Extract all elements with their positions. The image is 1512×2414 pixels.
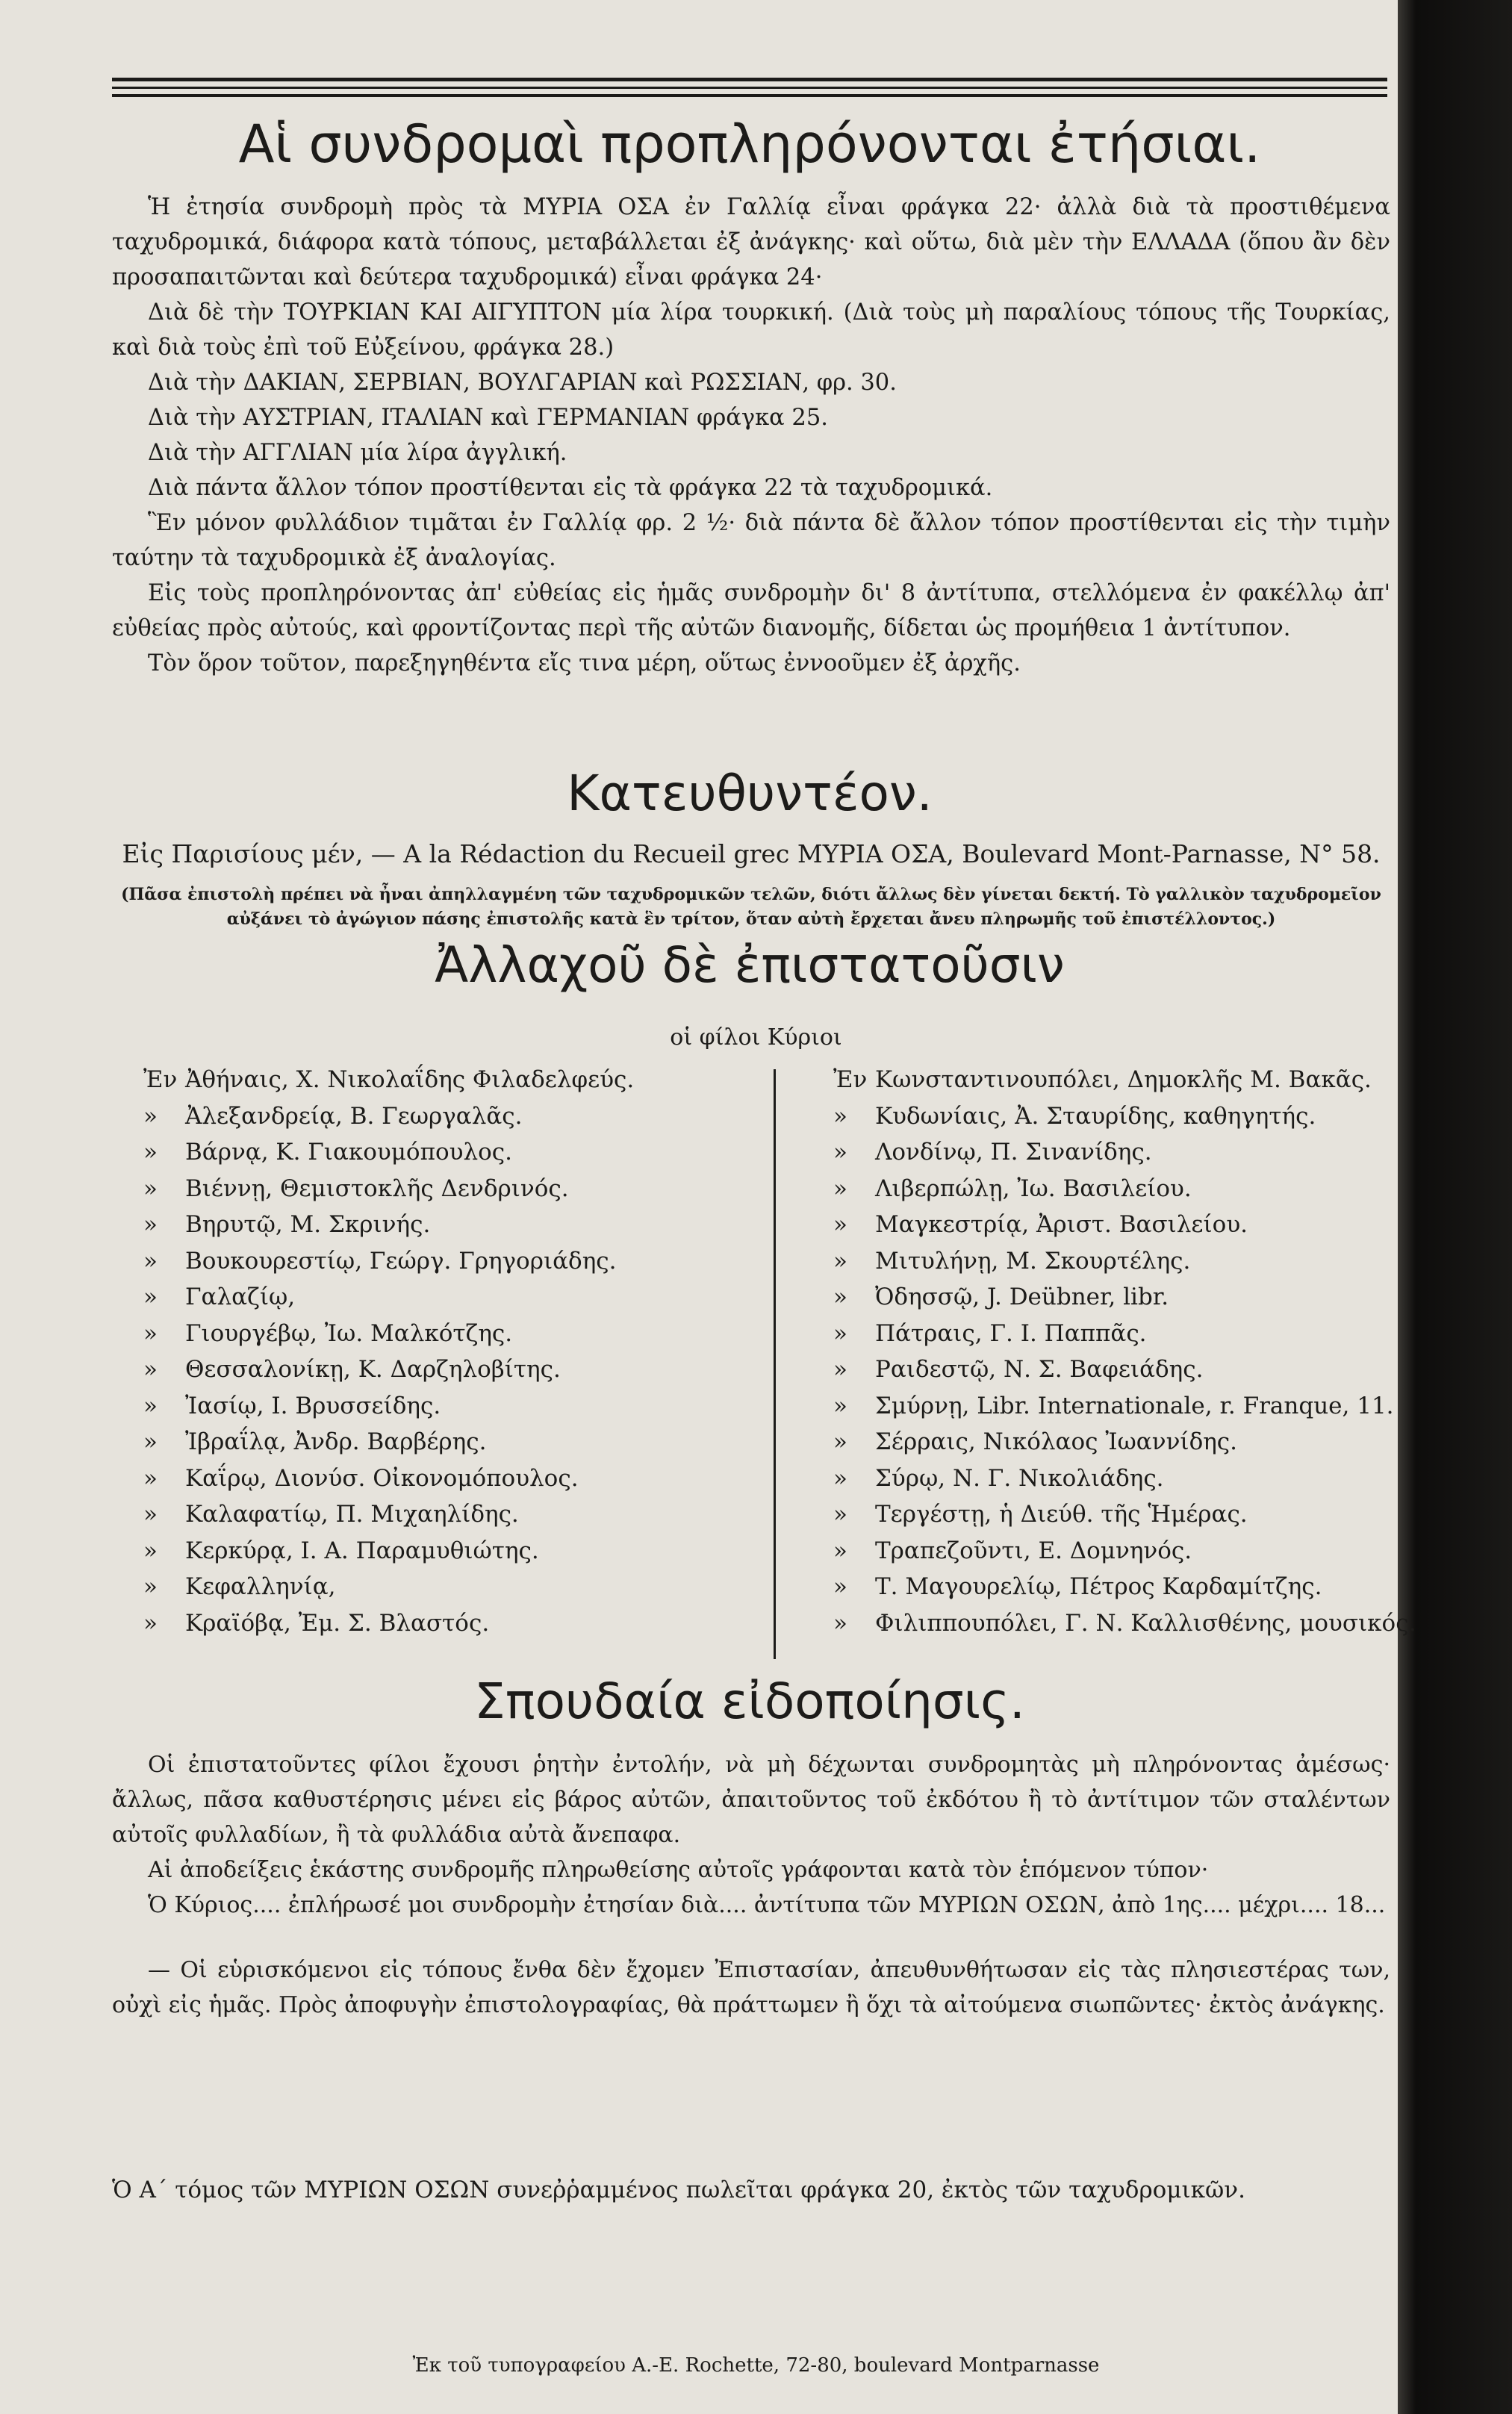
- ditto-mark: Ἐν: [143, 1066, 178, 1093]
- volume-note: Ὁ Α΄ τόμος τῶν ΜΥΡΙΩΝ ΟΣΩΝ συνεῤῥαμμένος πωλεῖται φράγκα 20, ἐκτὸς τῶν ταχυδρομικῶν.: [112, 2177, 1245, 2203]
- agent-name: Βιέννῃ, Θεμιστοκλῆς Δενδρινός.: [185, 1175, 569, 1202]
- ditto-mark: »: [143, 1211, 158, 1238]
- agent-entry: [833, 1171, 1401, 1207]
- ditto-mark: »: [833, 1573, 847, 1600]
- agent-entry: [143, 1243, 756, 1280]
- ditto-mark: »: [833, 1247, 847, 1275]
- agent-entry: [833, 1098, 1401, 1135]
- agent-name: Βάρνᾳ, Κ. Γιακουμόπουλος.: [185, 1139, 512, 1166]
- agent-entry: [143, 1134, 756, 1171]
- subscription-terms: [112, 190, 1390, 681]
- ditto-mark: »: [833, 1428, 847, 1455]
- agent-name: Ἀθήναις, Χ. Νικολαΐδης Φιλαδελφεύς.: [185, 1066, 635, 1093]
- agent-entry: [143, 1207, 756, 1243]
- notice-title: Σπουδαία εἰδοποίησις.: [474, 1673, 1025, 1730]
- agent-entry: [833, 1062, 1401, 1098]
- agent-name: Σμύρνῃ, Libr. Internationale, r. Franque, 11.: [875, 1392, 1394, 1419]
- subscription-paragraph: Διὰ τὴν ΔΑΚΙΑΝ, ΣΕΡΒΙΑΝ, ΒΟΥΛΓΑΡΙΑΝ καὶ ΡΩΣΣΙΑΝ, φρ. 30.: [148, 370, 897, 396]
- ditto-mark: »: [143, 1428, 158, 1455]
- agent-entry: [143, 1424, 756, 1460]
- ditto-mark: »: [833, 1319, 847, 1347]
- agent-entry: [833, 1316, 1401, 1352]
- postage-note: (Πᾶσα ἐπιστολὴ πρέπει νὰ ἦναι ἀπηλλαγμένη τῶν ταχυδρομικῶν τελῶν, διότι ἄλλως δὲν γίνεται δεκτή. Τὸ γαλλικὸν ταχυδρομεῖον αὐξάνει τὸ ἀγώγιον πάσης ἐπιστολῆς κατὰ ἓν τρίτον, ὅταν αὐτὴ ἔρχεται ἄνευ πληρωμῆς τοῦ ἐπιστέλλοντος.): [121, 885, 1381, 929]
- agent-name: Καλαφατίῳ, Π. Μιχαηλίδης.: [185, 1501, 519, 1528]
- ditto-mark: »: [143, 1284, 158, 1310]
- ditto-mark: »: [833, 1175, 847, 1202]
- agent-entry: [833, 1533, 1401, 1570]
- agent-name: Ὀδησσῷ, J. Deübner, libr.: [875, 1284, 1169, 1310]
- agent-name: Κραϊόβᾳ, Ἐμ. Σ. Βλαστός.: [185, 1609, 490, 1637]
- agents-list-left: [143, 1062, 756, 1641]
- agent-entry: [143, 1171, 756, 1207]
- subscription-paragraph: Τὸν ὅρον τοῦτον, παρεξηγηθέντα εἴς τινα μέρη, οὕτως ἐννοοῦμεν ἐξ ἀρχῆς.: [148, 650, 1021, 676]
- agent-entry: [833, 1243, 1401, 1280]
- agent-name: Τραπεζοῦντι, Ε. Δομνηνός.: [875, 1537, 1192, 1564]
- column-divider: [774, 1069, 776, 1659]
- agent-name: Θεσσαλονίκῃ, Κ. Δαρζηλοβίτης.: [185, 1356, 561, 1383]
- agent-name: Πάτραις, Γ. Ι. Παππᾶς.: [875, 1319, 1147, 1347]
- agent-name: Ἀλεξανδρείᾳ, Β. Γεωργαλᾶς.: [185, 1102, 523, 1130]
- agent-entry: [143, 1098, 756, 1135]
- agent-name: Βηρυτῷ, Μ. Σκρινής.: [185, 1211, 431, 1238]
- agent-name: Σύρῳ, Ν. Γ. Νικολιάδης.: [875, 1464, 1164, 1492]
- subscription-paragraph: Εἰς τοὺς προπληρόνοντας ἀπ' εὐθείας εἰς ἡμᾶς συνδρομὴν δι' 8 ἀντίτυπα, στελλόμενα ἐν φακέλλῳ ἀπ' εὐθείας πρὸς αὐτούς, καὶ φροντίζοντας περὶ τῆς αὐτῶν διανομῆς, δίδεται ὡς προμήθεια 1 ἀντίτυπον.: [112, 580, 1390, 641]
- direction-title: Κατευθυντέον.: [567, 765, 933, 822]
- agent-entry: [833, 1134, 1401, 1171]
- agent-name: Καΐρῳ, Διονύσ. Οἰκονομόπουλος.: [185, 1464, 579, 1492]
- subscription-title: Αἱ συνδρομαὶ προπληρόνονται ἐτήσιαι.: [238, 113, 1261, 175]
- notice-paragraph: Αἱ ἀποδείξεις ἑκάστης συνδρομῆς πληρωθείσης αὐτοῖς γράφονται κατὰ τὸν ἑπόμενον τύπον·: [148, 1857, 1209, 1883]
- agent-entry: [833, 1424, 1401, 1460]
- ditto-mark: »: [143, 1464, 158, 1492]
- ditto-mark: »: [833, 1284, 847, 1310]
- agent-name: Λιβερπώλῃ, Ἰω. Βασιλείου.: [875, 1175, 1192, 1202]
- top-rule: [112, 78, 1387, 81]
- ditto-mark: »: [833, 1102, 847, 1130]
- subscription-paragraph: Διὰ τὴν ΑΓΓΛΙΑΝ μία λίρα ἀγγλική.: [148, 440, 567, 466]
- receipt-template: Ὁ Κύριος.... ἐπλήρωσέ μοι συνδρομὴν ἐτησίαν διὰ.... ἀντίτυπα τῶν ΜΥΡΙΩΝ ΟΣΩΝ, ἀπὸ 1ης.... μέχρι.... 18...: [148, 1892, 1386, 1918]
- agent-entry: [143, 1496, 756, 1533]
- ditto-mark: »: [143, 1139, 158, 1166]
- ditto-mark: »: [143, 1102, 158, 1130]
- agent-entry: [143, 1316, 756, 1352]
- agent-name: Γαλαζίῳ,: [185, 1284, 296, 1310]
- agent-name: Ἰασίῳ, Ι. Βρυσσείδης.: [185, 1392, 441, 1419]
- agent-name: Τ. Μαγουρελίῳ, Πέτρος Καρδαμίτζης.: [875, 1573, 1322, 1600]
- agents-list-right: [833, 1062, 1416, 1641]
- dark-page-edge: [1398, 0, 1512, 2414]
- agent-name: Λονδίνῳ, Π. Σινανίδης.: [875, 1139, 1152, 1166]
- ditto-mark: »: [833, 1392, 847, 1419]
- agent-entry: [143, 1062, 756, 1098]
- subscription-paragraph: Διὰ δὲ τὴν ΤΟΥΡΚΙΑΝ ΚΑΙ ΑΙΓΥΠΤΟΝ μία λίρα τουρκική. (Διὰ τοὺς μὴ παραλίους τόπους τῆς Τουρκίας, καὶ διὰ τοὺς ἐπὶ τοῦ Εὐξείνου, φράγκα 28.): [112, 299, 1390, 361]
- ditto-mark: »: [833, 1464, 847, 1492]
- agent-entry: [143, 1533, 756, 1570]
- ditto-mark: »: [143, 1319, 158, 1347]
- ditto-mark: »: [143, 1573, 158, 1600]
- ditto-mark: Ἐν: [833, 1066, 868, 1093]
- agent-entry: [143, 1605, 756, 1642]
- subscription-paragraph: Διὰ τὴν ΑΥΣΤΡΙΑΝ, ΙΤΑΛΙΑΝ καὶ ΓΕΡΜΑΝΙΑΝ φράγκα 25.: [148, 405, 828, 431]
- agent-name: Σέρραις, Νικόλαος Ἰωαννίδης.: [875, 1428, 1238, 1455]
- agent-entry: [833, 1388, 1401, 1425]
- agent-name: Ἰβραΐλᾳ, Ἀνδρ. Βαρβέρης.: [185, 1428, 487, 1455]
- notice-paragraph: — Οἱ εὑρισκόμενοι εἰς τόπους ἔνθα δὲν ἔχομεν Ἐπιστασίαν, ἀπευθυνθήτωσαν εἰς τὰς πλησιεστέρας των, οὐχὶ εἰς ἡμᾶς. Πρὸς ἀποφυγὴν ἐπιστολογραφίας, θὰ πράττωμεν ἢ ὅχι τὰ αἰτούμενα σιωπῶντες· ἐκτὸς ἀνάγκης.: [112, 1957, 1390, 2018]
- ditto-mark: »: [833, 1139, 847, 1166]
- ditto-mark: »: [833, 1356, 847, 1383]
- ditto-mark: »: [833, 1537, 847, 1564]
- agent-entry: [143, 1388, 756, 1425]
- agent-name: Μιτυλήνῃ, Μ. Σκουρτέλης.: [875, 1247, 1191, 1275]
- agent-entry: [143, 1351, 756, 1388]
- agent-entry: [833, 1460, 1401, 1497]
- ditto-mark: »: [143, 1392, 158, 1419]
- agent-entry: [833, 1496, 1401, 1533]
- agent-entry: [833, 1605, 1416, 1642]
- agent-entry: [833, 1279, 1401, 1316]
- agent-name: Βουκουρεστίῳ, Γεώργ. Γρηγοριάδης.: [185, 1247, 617, 1275]
- subscription-paragraph: Ἡ ἐτησία συνδρομὴ πρὸς τὰ ΜΥΡΙΑ ΟΣΑ ἐν Γαλλίᾳ εἶναι φράγκα 22· ἀλλὰ διὰ τὰ προστιθέμενα ταχυδρομικά, διάφορα κατὰ τόπους, μεταβάλλεται ἐξ ἀνάγκης· καὶ οὕτω, διὰ μὲν τὴν ΕΛΛΑΔΑ (ὅπου ἂν δὲν προσαπαιτῶνται καὶ δεύτερα ταχυδρομικά) εἶναι φράγκα 24·: [112, 194, 1390, 290]
- ditto-mark: »: [833, 1501, 847, 1528]
- ditto-mark: »: [143, 1609, 158, 1637]
- agent-name: Φιλιππουπόλει, Γ. Ν. Καλλισθένης, μουσικός.: [875, 1609, 1416, 1637]
- paris-address: Εἰς Παρισίους μέν, — A la Rédaction du Recueil grec ΜΥΡΙΑ ΟΣΑ, Boulevard Mont-Parnasse, N° 58.: [122, 839, 1381, 868]
- agent-name: Κωνσταντινουπόλει, Δημοκλῆς Μ. Βακᾶς.: [875, 1066, 1372, 1093]
- subscription-paragraph: Διὰ πάντα ἄλλον τόπον προστίθενται εἰς τὰ φράγκα 22 τὰ ταχυδρομικά.: [148, 475, 993, 501]
- agents-title: Ἀλλαχοῦ δὲ ἐπιστατοῦσιν: [435, 936, 1065, 994]
- agent-entry: [833, 1569, 1401, 1605]
- ditto-mark: »: [143, 1175, 158, 1202]
- agent-name: Ραιδεστῷ, Ν. Σ. Βαφειάδης.: [875, 1356, 1204, 1383]
- agent-name: Κεφαλληνίᾳ,: [185, 1573, 336, 1600]
- agent-entry: [143, 1460, 756, 1497]
- subscription-paragraph: Ἓν μόνον φυλλάδιον τιμᾶται ἐν Γαλλίᾳ φρ. 2 ½· διὰ πάντα δὲ ἄλλον τόπον προστίθενται εἰς τὴν τιμὴν ταύτην τὰ ταχυδρομικὰ ἐξ ἀναλογίας.: [112, 510, 1390, 571]
- agent-entry: [143, 1279, 756, 1316]
- agent-name: Μαγκεστρίᾳ, Ἀριστ. Βασιλείου.: [875, 1211, 1248, 1238]
- agent-entry: [143, 1569, 756, 1605]
- ditto-mark: »: [143, 1247, 158, 1275]
- agent-entry: [833, 1207, 1401, 1243]
- agents-subtitle: οἱ φίλοι Κύριοι: [670, 1024, 842, 1051]
- agent-name: Κερκύρᾳ, Ι. Α. Παραμυθιώτης.: [185, 1537, 539, 1564]
- top-rule: [112, 87, 1387, 89]
- printer-imprint: Ἐκ τοῦ τυπογραφείου A.-E. Rochette, 72-80, boulevard Montparnasse: [412, 2354, 1100, 2377]
- ditto-mark: »: [833, 1609, 847, 1637]
- ditto-mark: »: [143, 1356, 158, 1383]
- agent-name: Γιουργέβῳ, Ἰω. Μαλκότζης.: [185, 1319, 513, 1347]
- important-notice: [112, 1747, 1390, 2023]
- ditto-mark: »: [833, 1211, 847, 1238]
- ditto-mark: »: [143, 1537, 158, 1564]
- top-rule: [112, 94, 1387, 97]
- agent-name: Κυδωνίαις, Ἀ. Σταυρίδης, καθηγητής.: [875, 1102, 1316, 1130]
- notice-paragraph: Οἱ ἐπιστατοῦντες φίλοι ἔχουσι ῥητὴν ἐντολήν, νὰ μὴ δέχωνται συνδρομητὰς μὴ πληρόνοντας ἀμέσως· ἄλλως, πᾶσα καθυστέρησις μένει εἰς βάρος αὐτῶν, ἀπαιτοῦντος τοῦ ἐκδότου ἢ τὸ ἀντίτιμον τῶν σταλέντων αὐτοῖς φυλλαδίων, ἢ τὰ φυλλάδια αὐτὰ ἄνεπαφα.: [112, 1752, 1390, 1848]
- ditto-mark: »: [143, 1501, 158, 1528]
- agent-entry: [833, 1351, 1401, 1388]
- agent-name: Τεργέστῃ, ἡ Διεύθ. τῆς Ἡμέρας.: [875, 1501, 1248, 1528]
